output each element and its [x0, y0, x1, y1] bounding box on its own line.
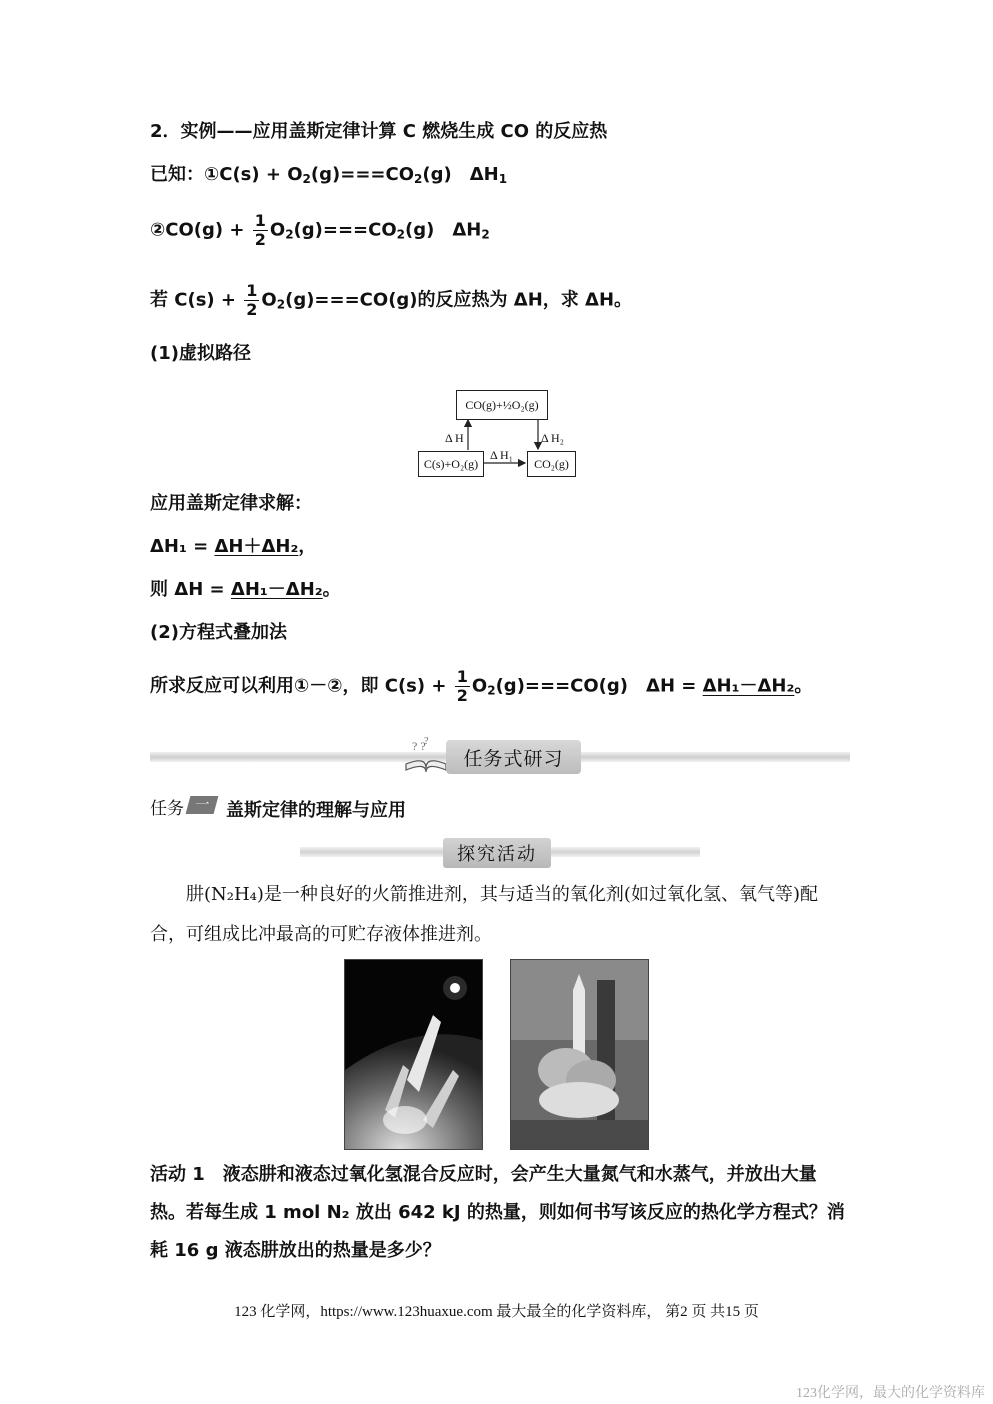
explore-title: 探究活动: [443, 838, 551, 868]
diagram-box-top: CO(g)+½O₂(g): [456, 390, 548, 420]
path-title: (1)虚拟路径: [150, 343, 251, 364]
book-icon: [402, 734, 450, 778]
target-reaction: 若 C(s) + $\frac{1}{2}$ $O_2(g)===CO(g)$的反应热为 ΔH，求 ΔH。: [150, 281, 633, 319]
equation-1: 已知：①C(s) + $O_2(g)===CO_2(g)$ $\Delta H_1$: [150, 164, 508, 186]
shuttle-photo: [344, 959, 483, 1150]
task-title: 盖斯定律的理解与应用: [226, 800, 406, 821]
apply-hess: 应用盖斯定律求解：: [150, 493, 312, 514]
site-watermark: 123化学网，最大的化学资料库: [796, 1386, 985, 1401]
fraction-half: $\frac{1}{2}$: [254, 211, 266, 249]
task-label: 任务: [150, 799, 184, 819]
diagram-box-left: C(s)+O₂(g): [418, 451, 484, 477]
answer-blank-c: ΔH₁－ΔH₂: [702, 675, 795, 697]
fraction-half: $\frac{1}{2}$: [246, 281, 258, 319]
diagram-box-right: CO₂(g): [527, 451, 576, 477]
activity-1: 活动 1 液态肼和液态过氧化氢混合反应时，会产生大量氮气和水蒸气，并放出大量热。若每生成 1 mol N₂ 放出 642 kJ 的热量，则如何书写该反应的热化学方程式？消耗 16 g 液态肼放出的热量是多少？: [150, 1164, 845, 1261]
label-dh2: Δ H₂: [541, 431, 564, 445]
label-dh: Δ H: [445, 431, 464, 445]
svg-text:? ?: ? ?: [412, 739, 426, 753]
task-badge: 一: [186, 796, 219, 814]
intro-paragraph: 肼(N₂H₄)是一种良好的火箭推进剂，其与适当的氧化剂(如过氧化氢、氧气等)配合，可组成比冲最高的可贮存液体推进剂。: [150, 884, 818, 945]
svg-text:?: ?: [424, 736, 429, 747]
rocket-launch-photo: [510, 959, 649, 1150]
method2-line: 所求反应可以利用①－②，即 C(s) + $\frac{1}{2}$ $O_2(g)===CO(g)$ ΔH = ΔH₁－ΔH₂。: [150, 667, 813, 705]
label-dh1: Δ H₁: [490, 448, 513, 462]
equation-a: ΔH₁ = ΔH＋ΔH₂，: [150, 536, 317, 557]
answer-blank-a: ΔH＋ΔH₂: [214, 536, 299, 557]
page-footer: 123 化学网，https://www.123huaxue.com 最大最全的化学资料库， 第2 页 共15 页: [234, 1304, 759, 1320]
equation-b: 则 ΔH = ΔH₁－ΔH₂。: [150, 579, 341, 600]
equation-2: ②CO(g) + $\frac{1}{2}$ $O_2(g)===CO_2(g)$ $\Delta H_2$: [150, 211, 490, 249]
answer-blank-b: ΔH₁－ΔH₂: [230, 579, 323, 600]
banner-title: 任务式研习: [446, 740, 581, 774]
method2-title: (2)方程式叠加法: [150, 622, 287, 643]
section-heading: 2．实例——应用盖斯定律计算 C 燃烧生成 CO 的反应热: [150, 121, 608, 142]
fraction-half: $\frac{1}{2}$: [456, 667, 468, 705]
